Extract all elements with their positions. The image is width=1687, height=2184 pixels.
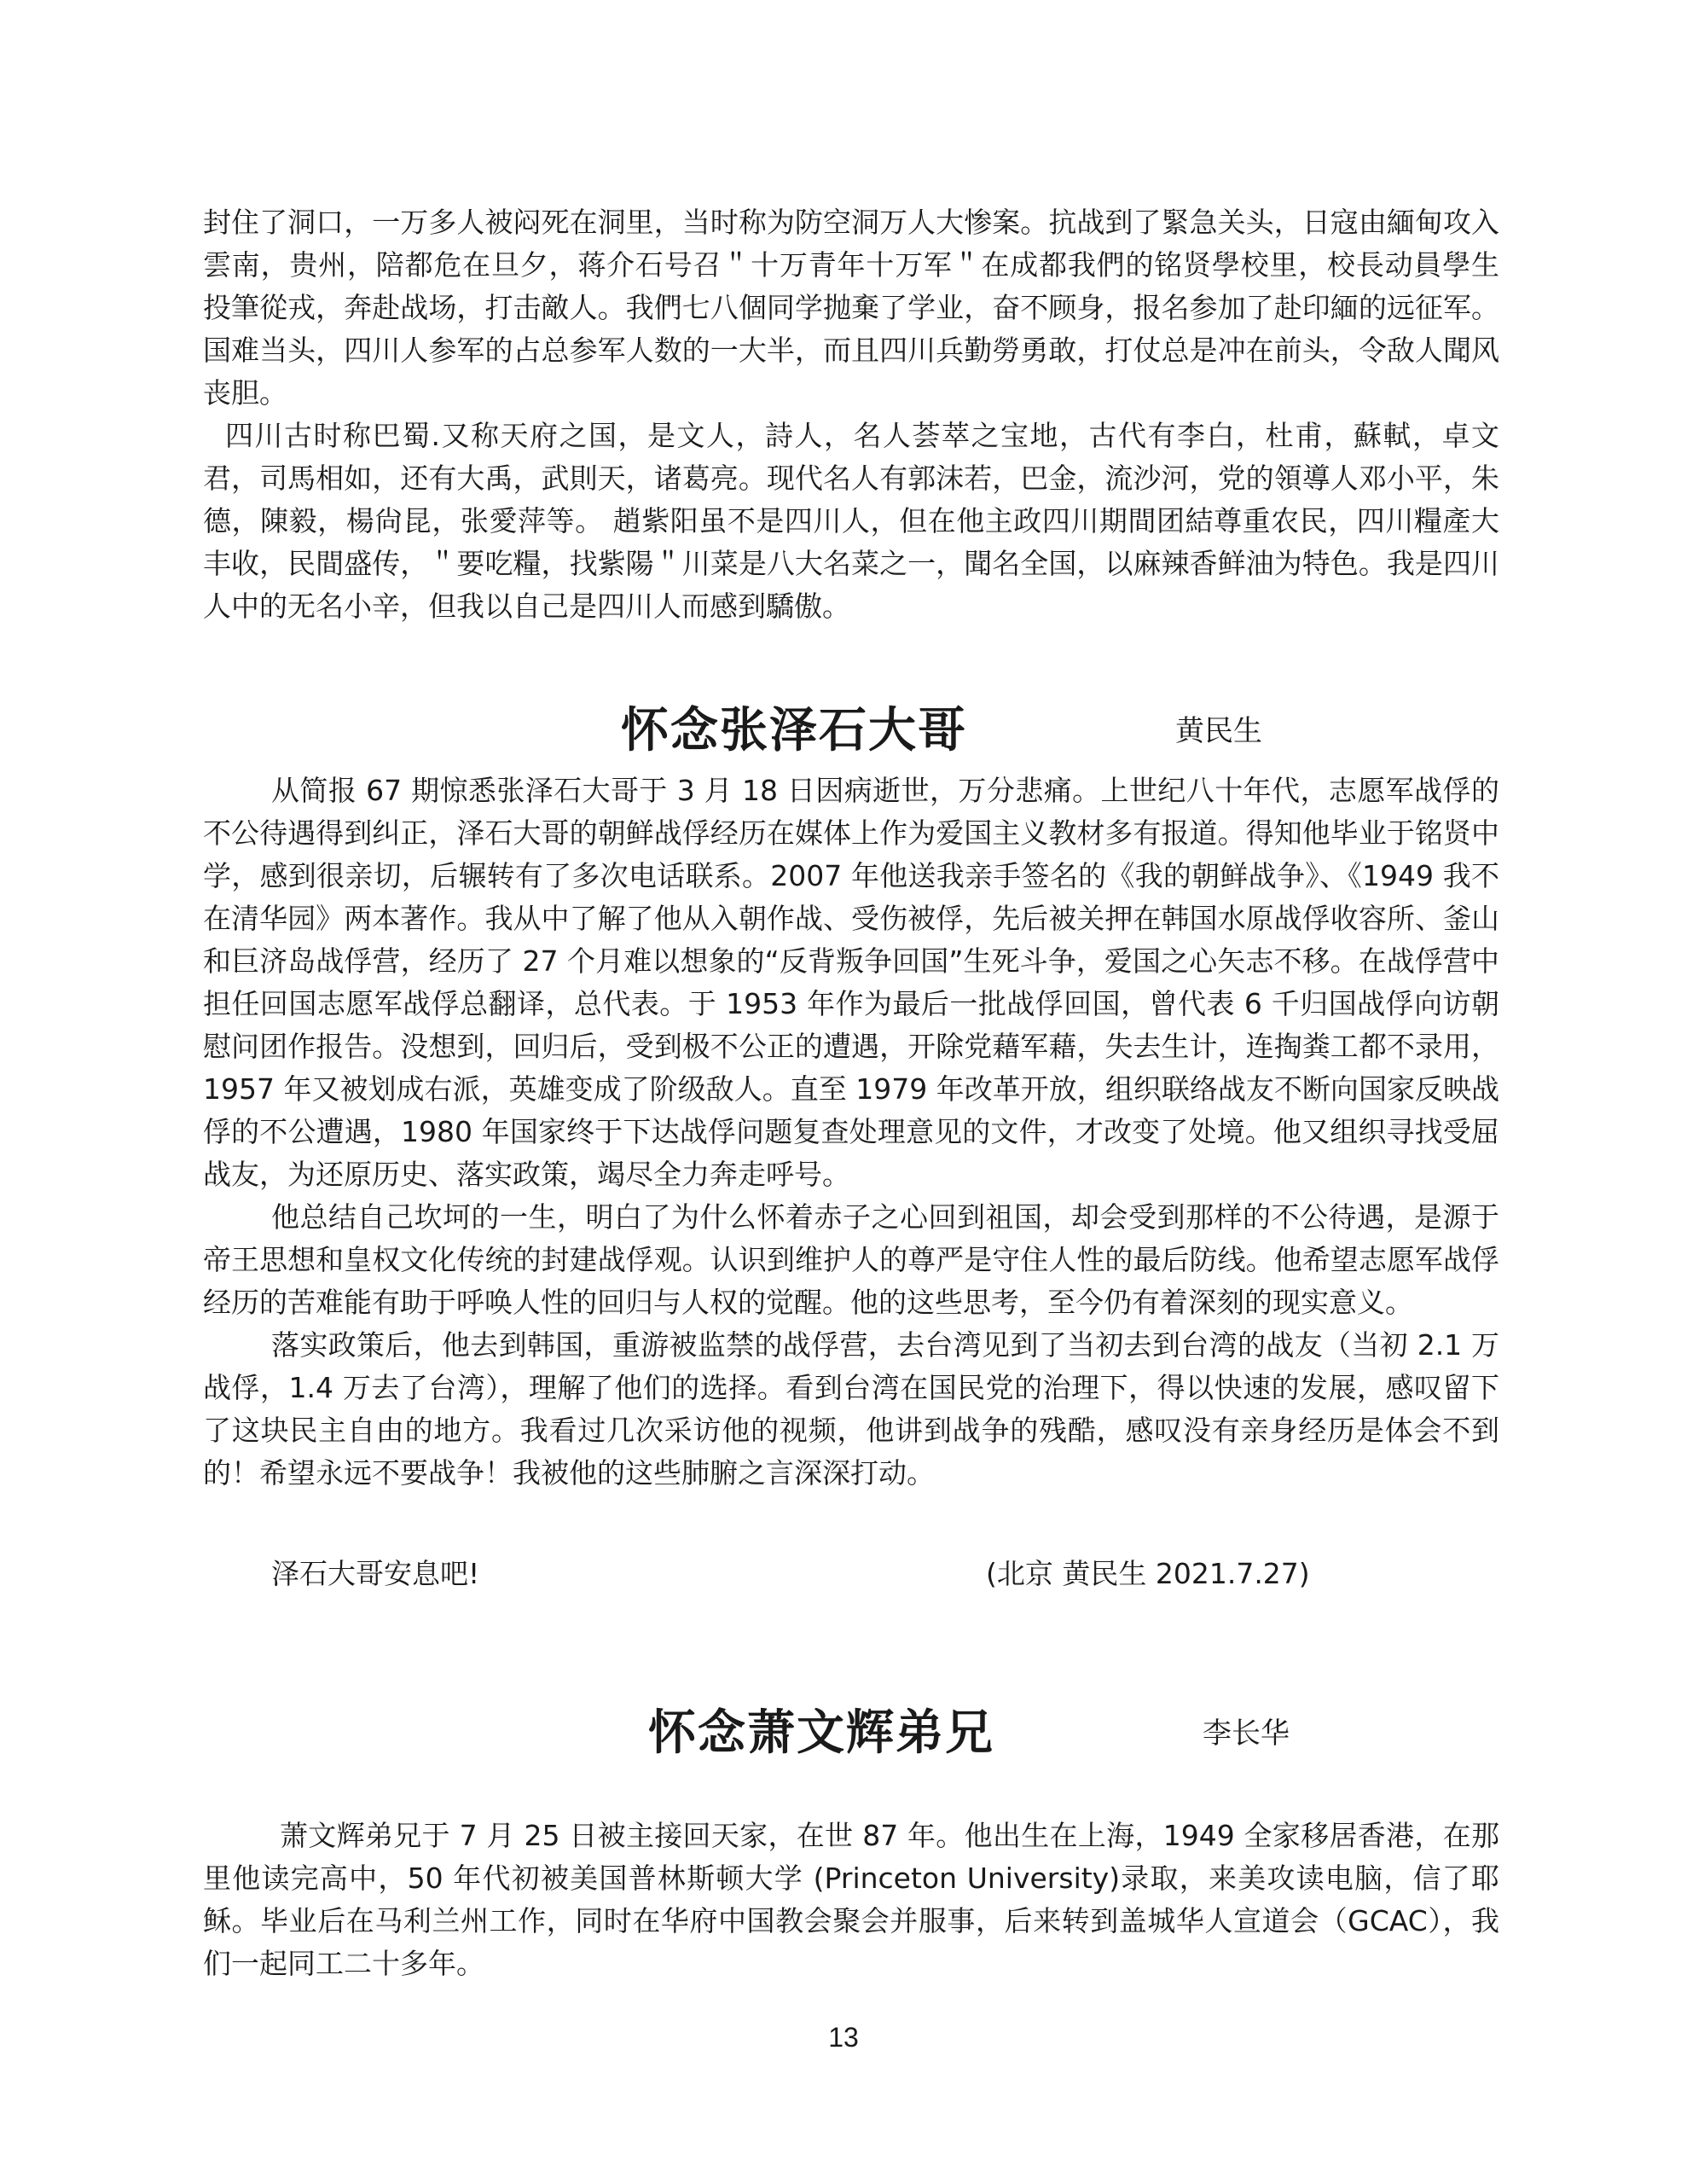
article-author: 李长华 [1203,1716,1290,1751]
paragraph: 封住了洞口，一万多人被闷死在洞里，当时称为防空洞万人大惨案。抗战到了緊急关头，日寇由緬甸攻入雲南，贵州，陪都危在旦夕，蒋介石号召＂十万青年十万军＂在成都我們的铭贤學校里，校長动員學生 投筆從戎，奔赴战场，打击敵人。我們七八個同学抛棄了学业，奋不顾身，报名参加了赴印緬的远征军。国难当头，四川人参军的占总参军人数的一大半，而且四川兵勤勞勇敢，打仗总是冲在前头，令敌人聞风丧胆。 [203,206,1509,410]
article-title: 怀念萧文辉弟兄 [648,1705,994,1761]
paragraph: 落实政策后，他去到韩国，重游被监禁的战俘营，去台湾见到了当初去到台湾的战友（当初 2.1 万战俘，1.4 万去了台湾），理解了他们的选择。看到台湾在国民党的治理下，得以快速的发展，感叹留下了这块民主自由的地方。我看过几次采访他的视频，他讲到战争的残酷，感叹没有亲身经历是体会不到的！希望永远不要战争！我被他的这些肺腑之言深深打动。 [203,1328,1499,1490]
article-header [0,1695,1687,1772]
signature: (北京 黄民生 2021.7.27) [986,1557,1310,1590]
article-author: 黄民生 [1175,714,1262,748]
article-closing-row [203,1553,1499,1595]
paragraph: 四川古时称巴蜀.又称天府之国，是文人，詩人，名人荟萃之宝地，古代有李白，杜甫，蘇軾，卓文君，司馬相如，还有大禹，武則天，诸葛亮。现代名人有郭沫若，巴金，流沙河，党的領導人邓小平，朱德，陳毅，楊尙昆，张愛萍等。 趙紫阳虽不是四川人，但在他主政四川期間团結尊重农民，四川糧產大丰收，民間盛传，＂要吃糧，找紫陽＂川菜是八大名菜之一，聞名全国，以麻辣香鲜油为特色。我是四川人中的无名小辛，但我以自己是四川人而感到驕傲。 [203,419,1499,623]
continued-section [203,201,1509,628]
paragraph: 从简报 67 期惊悉张泽石大哥于 3 月 18 日因病逝世，万分悲痛。上世纪八十年代，志愿军战俘的不公待遇得到纠正，泽石大哥的朝鲜战俘经历在媒体上作为爱国主义教材多有报道。得知他毕业于铭贤中学，感到很亲切，后辗转有了多次电话联系。2007 年他送我亲手签名的《我的朝鲜战争》、《1949 我不在清华园》两本著作。我从中了解了他从入朝作战、受伤被俘，先后被关押在韩国水原战俘收容所、釜山和巨济岛战俘营，经历了 27 个月难以想象的“反背叛争回国”生死斗争，爱国之心矢志不移。在战俘营中担任回国志愿军战俘总翻译，总代表。于 1953 年作为最后一批战俘回国，曾代表 6 千归国战俘向访朝慰问团作报告。没想到，回归后，受到极不公正的遭遇，开除党藉军藉，失去生计，连掏粪工都不录用，1957 年又被划成右派，英雄变成了阶级敌人。直至 1979 年改革开放，组织联络战友不断向国家反映战俘的不公遭遇，1980 年国家终于下达战俘问题复查处理意见的文件，才改变了处境。他又组织寻找受屈战友，为还原历史、落实政策，竭尽全力奔走呼号。 [203,774,1499,1191]
article-title: 怀念张泽石大哥 [621,703,967,758]
article-body [203,1815,1499,1985]
article-body [203,770,1499,1495]
article-header [0,693,1687,770]
closing-line: 泽石大哥安息吧! [271,1557,480,1590]
paragraph: 萧文辉弟兄于 7 月 25 日被主接回天家，在世 87 年。他出生在上海，1949 全家移居香港，在那里他读完高中，50 年代初被美国普林斯顿大学 (Princeton University)录取，来美攻读电脑，信了耶稣。毕业后在马利兰州工作，同时在华府中国教会聚会并服事，后来转到盖城华人宣道会（GCAC），我们一起同工二十多年。 [203,1819,1499,1980]
paragraph: 他总结自己坎坷的一生，明白了为什么怀着赤子之心回到祖国，却会受到那样的不公待遇，是源于帝王思想和皇权文化传统的封建战俘观。认识到维护人的尊严是守住人性的最后防线。他希望志愿军战俘经历的苦难能有助于呼唤人性的回归与人权的觉醒。他的这些思考，至今仍有着深刻的现实意义。 [203,1200,1499,1319]
page-number: 13 [828,2022,859,2053]
